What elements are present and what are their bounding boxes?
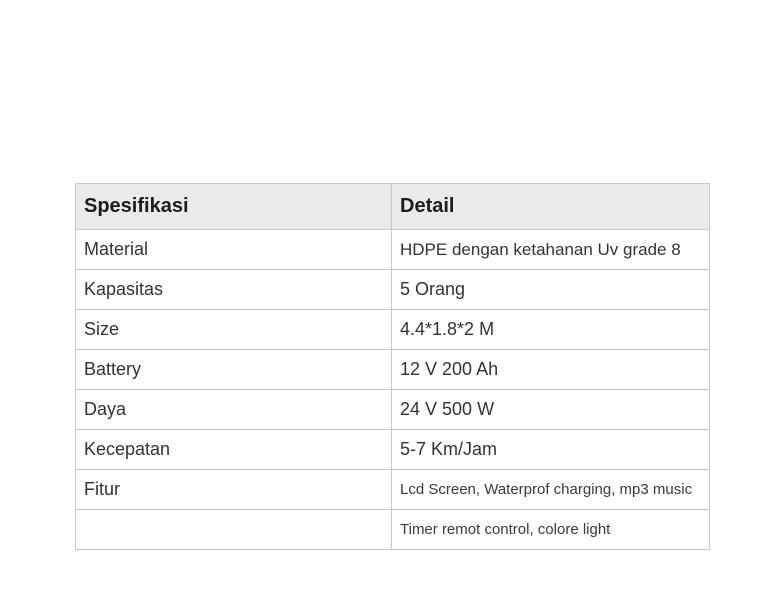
table-row [76, 310, 710, 350]
table-row [76, 390, 710, 430]
detail-column-header: Detail [392, 184, 710, 230]
spec-name-cell: Size [76, 310, 392, 350]
spec-column-header: Spesifikasi [76, 184, 392, 230]
spec-name-cell: Kapasitas [76, 270, 392, 310]
table-row [76, 510, 710, 550]
spec-detail-cell: Timer remot control, colore light [392, 510, 710, 550]
product-specification-table [75, 183, 710, 550]
table-row [76, 230, 710, 270]
spec-name-cell: Battery [76, 350, 392, 390]
spec-table-header [76, 184, 710, 230]
table-row [76, 270, 710, 310]
spec-name-cell: Kecepatan [76, 430, 392, 470]
spec-detail-cell: 4.4*1.8*2 M [392, 310, 710, 350]
spec-detail-cell: HDPE dengan ketahanan Uv grade 8 [392, 230, 710, 270]
spec-detail-cell: 5 Orang [392, 270, 710, 310]
table-row [76, 470, 710, 510]
spec-name-cell: Fitur [76, 470, 392, 510]
spec-name-cell: Material [76, 230, 392, 270]
spec-detail-cell: 5-7 Km/Jam [392, 430, 710, 470]
spec-table-body [76, 230, 710, 550]
spec-name-cell: Daya [76, 390, 392, 430]
header-row [76, 184, 710, 230]
spec-detail-cell: 12 V 200 Ah [392, 350, 710, 390]
table-row [76, 350, 710, 390]
spec-detail-cell: 24 V 500 W [392, 390, 710, 430]
table-row [76, 430, 710, 470]
spec-name-cell [76, 510, 392, 550]
spec-detail-cell: Lcd Screen, Waterprof charging, mp3 music [392, 470, 710, 510]
